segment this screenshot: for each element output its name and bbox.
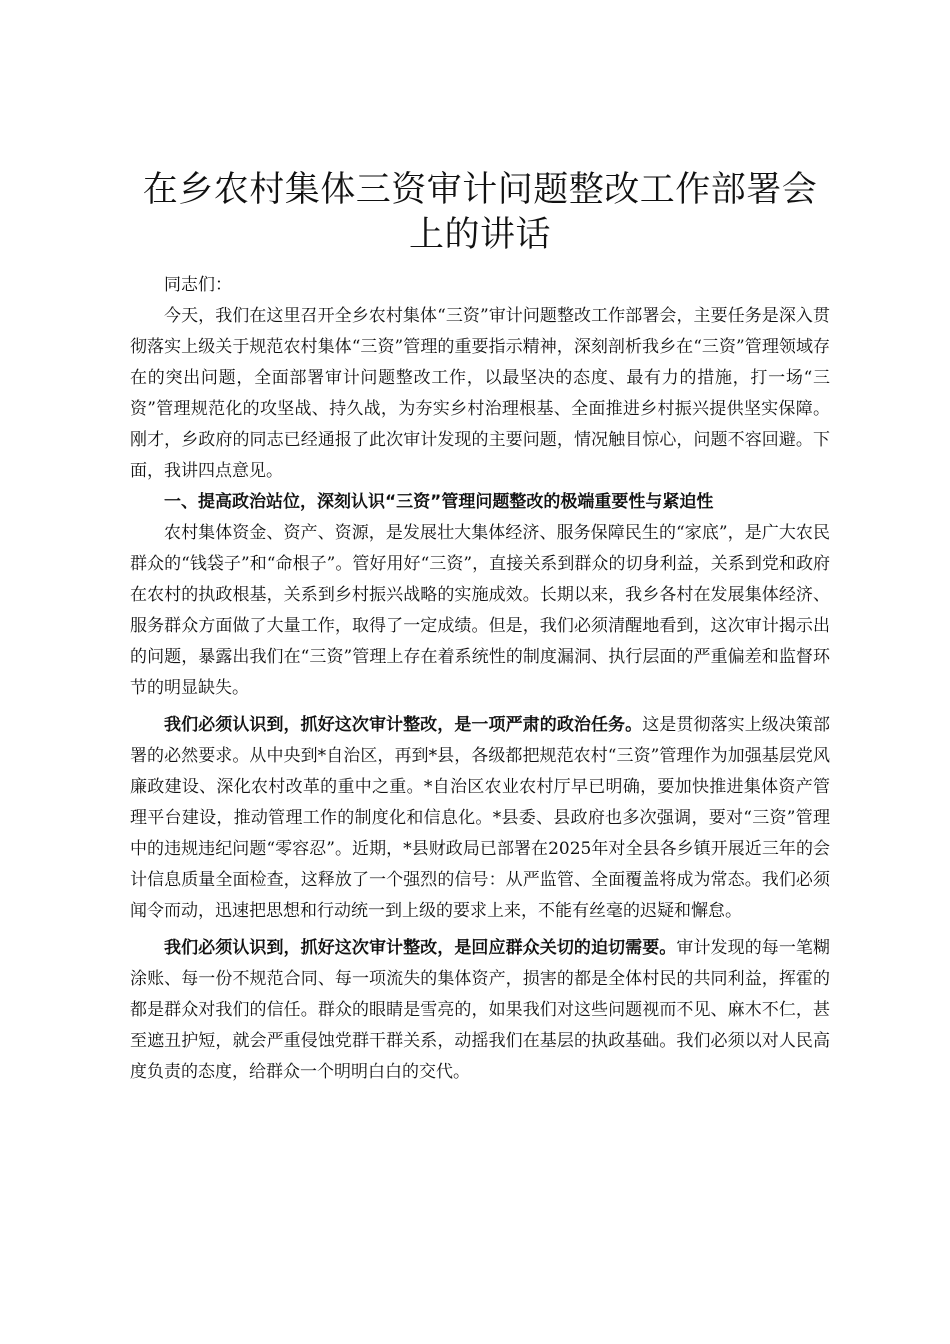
paragraph-lead-sentence: 我们必须认识到，抓好这次审计整改，是回应群众关切的迫切需要。 xyxy=(164,938,677,958)
section1-paragraph-2 xyxy=(130,710,830,927)
paragraph-body: 审计发现的每一笔糊涂账、每一份不规范合同、每一项流失的集体资产，损害的都是全体村民的共同利益，挥霍的都是群众对我们的信任。群众的眼睛是雪亮的，如果我们对这些问题视而不见、麻木不仁，甚至遮丑护短，就会严重侵蚀党群干群关系，动摇我们在基层的执政基础。我们必须以对人民高度负责的态度，给群众一个明明白白的交代。 xyxy=(130,938,831,1082)
section1-paragraph-3 xyxy=(130,933,830,1088)
document-title: 在乡农村集体三资审计问题整改工作部署会上的讲话 xyxy=(142,170,818,255)
salutation: 同志们： xyxy=(164,275,232,295)
intro-paragraph: 今天，我们在这里召开全乡农村集体“三资”审计问题整改工作部署会，主要任务是深入贯彻落实上级关于规范农村集体“三资”管理的重要指示精神，深刻剖析我乡在“三资”管理领域存在的突出问题，全面部署审计问题整改工作，以最坚决的态度、最有力的措施，打一场“三资”管理规范化的攻坚战、持久战，为夯实乡村治理根基、全面推进乡村振兴提供坚实保障。刚才，乡政府的同志已经通报了此次审计发现的主要问题，情况触目惊心，问题不容回避。下面，我讲四点意见。 xyxy=(130,306,830,481)
document-page xyxy=(130,168,830,1088)
paragraph-lead-sentence: 我们必须认识到，抓好这次审计整改，是一项严肃的政治任务。 xyxy=(164,715,643,735)
section-heading-1: 一、提高政治站位，深刻认识“三资”管理问题整改的极端重要性与紧迫性 xyxy=(164,492,714,512)
paragraph-body: 这是贯彻落实上级决策部署的必然要求。从中央到*自治区，再到*县，各级都把规范农村“三资”管理作为加强基层党风廉政建设、深化农村改革的重中之重。*自治区农业农村厅早已明确，要加快推进集体资产管理平台建设，推动管理工作的制度化和信息化。*县委、县政府也多次强调，要对“三资”管理中的违规违纪问题“零容忍”。近期，*县财政局已部署在2025年对全县各乡镇开展近三年的会计信息质量全面检查，这释放了一个强烈的信号：从严监管、全面覆盖将成为常态。我们必须闻令而动，迅速把思想和行动统一到上级的要求上来，不能有丝毫的迟疑和懈怠。 xyxy=(130,715,831,921)
section1-paragraph-1: 农村集体资金、资产、资源，是发展壮大集体经济、服务保障民生的“家底”，是广大农民群众的“钱袋子”和“命根子”。管好用好“三资”，直接关系到群众的切身利益，关系到党和政府在农村的执政根基，关系到乡村振兴战略的实施成效。长期以来，我乡各村在发展集体经济、服务群众方面做了大量工作，取得了一定成绩。但是，我们必须清醒地看到，这次审计揭示出的问题，暴露出我们在“三资”管理上存在着系统性的制度漏洞、执行层面的严重偏差和监督环节的明显缺失。 xyxy=(130,523,830,698)
